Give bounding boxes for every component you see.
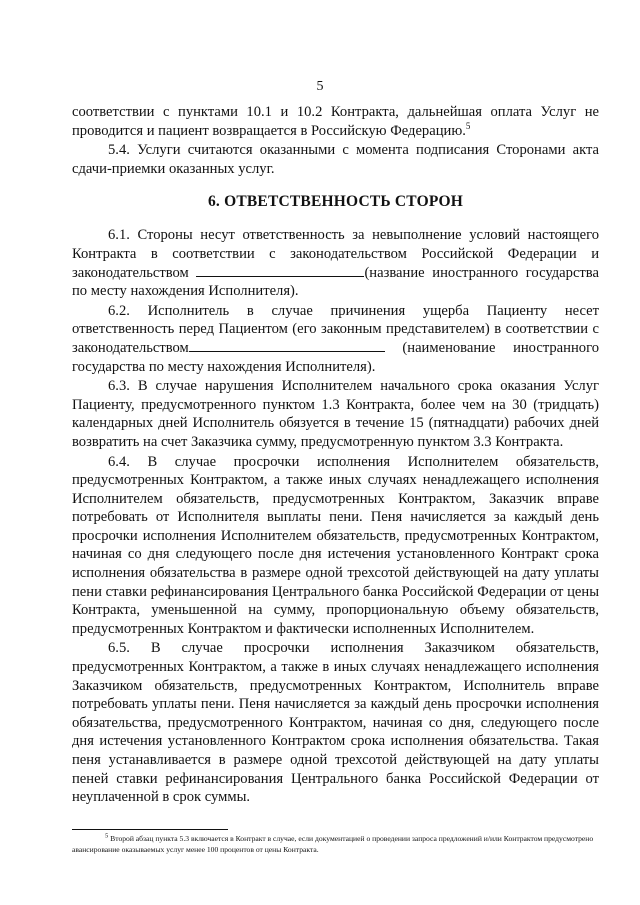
clause-6-2 [72,302,599,376]
clause-6-4: 6.4. В случае просрочки исполнения Исполнителем обязательств, предусмотренных Контрактом, а также иных случаях ненадлежащего исполнения Исполнителем обязательств, предусмотренных Контрактом, Заказчик вправе потребовать от Исполнителя выплаты пени. Пеня начисляется за каждый день просрочки исполнения Исполнителем обязательств, предусмотренных Контрактом, начиная со дня следующего после дня истечения установленного Контракт срока исполнения обязательства в размере одной трехсотой действующей на дату уплаты пени ставки рефинансирования Центрального банка Российской Федерации от цены Контракта, уменьшенной на сумму, пропорциональную объему обязательств, предусмотренных Контрактом и фактически исполненных Исполнителем. [72,453,599,637]
blank-line [196,264,364,277]
clause-6-1-text: 6.1. Стороны несут ответственность за невыполнение условий настоящего Контракта в соответствии с законодательством Российской Федерации и законодательством [72,227,599,281]
clause-6-2-text-end: (наименование иностранного государства по месту нахождения Исполнителя). [72,339,599,375]
clause-5-4: 5.4. Услуги считаются оказанными с момента подписания Сторонами акта сдачи-приемки оказанных услуг. [72,142,599,177]
clause-6-5: 6.5. В случае просрочки исполнения Заказчиком обязательств, предусмотренных Контрактом, а также в иных случаях ненадлежащего исполнения Заказчиком обязательств, предусмотренных Контрактом, Исполнитель вправе потребовать уплаты пени. Пеня начисляется за каждый день просрочки исполнения обязательства, предусмотренного Контрактом, начиная со дня, следующего после дня истечения установленного Контрактом срока исполнения обязательства. Такая пеня устанавливается в размере одной трехсотой действующей на дату уплаты пеней ставки рефинансирования Центрального банка Российской Федерации от неуплаченной в срок суммы. [72,640,599,806]
clause-6-1-text-end: (название иностранного государства по месту нахождения Исполнителя). [72,264,599,300]
footnote-separator [72,829,228,830]
blank-line [189,339,385,352]
footnote [72,833,602,855]
clause-6-1 [72,226,599,300]
section-heading: 6. ОТВЕТСТВЕННОСТЬ СТОРОН [207,193,463,211]
clause-6-2-text: 6.2. Исполнитель в случае причинения ущерба Пациенту несет ответственность перед Пациентом (его законным представителем) в соответствии с законодательством [72,302,599,356]
paragraph-continuation [72,103,599,140]
page-number: 5 [316,79,324,94]
footnote-marker: 5 [105,832,109,840]
footnote-ref: 5 [465,120,471,131]
clause-6-3: 6.3. В случае нарушения Исполнителем начального срока оказания Услуг Пациенту, предусмотренного пунктом 1.3 Контракта, более чем на 30 (тридцать) календарных дней Исполнитель обязуется в течение 15 (пятнадцати) рабочих дней возвратить на счет Заказчика сумму, предусмотренную пунктом 3.3 Контракта. [72,378,599,450]
paragraph-text: соответствии с пунктами 10.1 и 10.2 Контракта, дальнейшая оплата Услуг не проводится и пациент возвращается в Российскую Федерацию. [72,104,599,139]
footnote-text: Второй абзац пункта 5.3 включается в Контракт в случае, если документацией о проведении запроса предложений и/или Контрактом предусмотрено авансирование оказываемых услуг менее 100 процентов от цены Контракта. [72,834,594,854]
document-body [72,103,599,807]
